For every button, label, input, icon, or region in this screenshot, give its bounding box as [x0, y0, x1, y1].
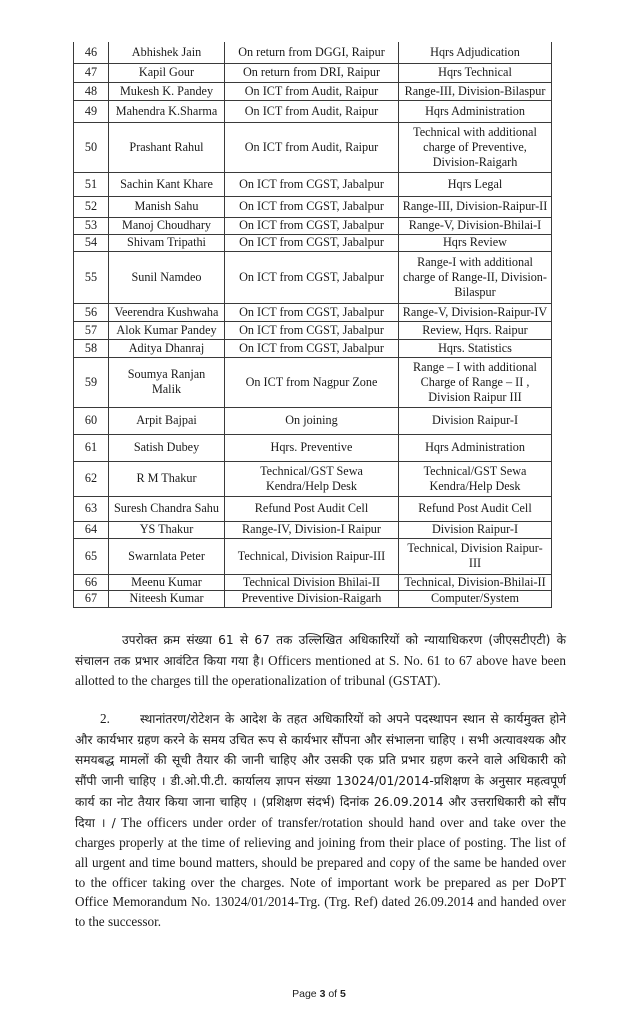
table-row	[74, 42, 552, 63]
posted-to-cell: Hqrs Administration	[399, 100, 552, 122]
posted-to-cell: Range-V, Division-Bhilai-I	[399, 217, 552, 234]
posted-from-cell: On return from DRI, Raipur	[225, 63, 399, 82]
posted-from-cell: Preventive Division-Raigarh	[225, 590, 399, 607]
table-row	[74, 82, 552, 100]
page-of-label: of	[325, 988, 341, 1000]
table-row	[74, 303, 552, 321]
serial-number-cell: 57	[74, 321, 109, 339]
officer-name-cell: Soumya Ranjan Malik	[109, 357, 225, 407]
officer-name-cell: Shivam Tripathi	[109, 234, 225, 251]
table-row	[74, 496, 552, 521]
total-page-count: 5	[340, 988, 346, 1000]
officer-name-cell: Meenu Kumar	[109, 574, 225, 590]
serial-number-cell: 62	[74, 461, 109, 496]
serial-number-cell: 50	[74, 122, 109, 172]
officer-name-cell: Aditya Dhanraj	[109, 339, 225, 357]
serial-number-cell: 65	[74, 538, 109, 574]
table-row	[74, 521, 552, 538]
serial-number-cell: 64	[74, 521, 109, 538]
serial-number-cell: 51	[74, 172, 109, 196]
paragraph-english-text: The officers under order of transfer/rotation should hand over and take over the charges properly at the time of relieving and joining from their place of posting. The list of all urgent and time bound matters, should be prepared and copy of the same be handed over to the officer taking over the charges. Note of important work be prepared as per DoPT Office Memorandum No. 13024/01/2014-Trg. (Trg. Ref) dated 26.09.2014 and handed over to the successor.	[75, 814, 567, 930]
serial-number-cell: 66	[74, 574, 109, 590]
table-row	[74, 251, 552, 303]
table-row	[74, 172, 552, 196]
officer-name-cell: Alok Kumar Pandey	[109, 321, 225, 339]
officer-name-cell: Arpit Bajpai	[109, 407, 225, 434]
officer-name-cell: YS Thakur	[109, 521, 225, 538]
posted-to-cell: Hqrs Technical	[399, 63, 552, 82]
page-label: Page	[292, 988, 320, 1000]
posted-from-cell: Hqrs. Preventive	[225, 434, 399, 461]
postings-table	[73, 42, 552, 608]
officer-name-cell: Sunil Namdeo	[109, 251, 225, 303]
serial-number-cell: 67	[74, 590, 109, 607]
table-row	[74, 574, 552, 590]
table-row	[74, 339, 552, 357]
serial-number-cell: 55	[74, 251, 109, 303]
posted-from-cell: On ICT from CGST, Jabalpur	[225, 303, 399, 321]
posted-from-cell: Technical/GST Sewa Kendra/Help Desk	[225, 461, 399, 496]
paragraph-hindi-text: उपरोक्त क्रम संख्या 61 से 67 तक उल्लिखित अधिकारियों को न्यायाधिकरण (जीएसटीएटी) के संचालन तक प्रभार आवंटित किया गया है।	[75, 633, 566, 668]
officer-name-cell: Prashant Rahul	[109, 122, 225, 172]
serial-number-cell: 58	[74, 339, 109, 357]
posted-from-cell: On ICT from CGST, Jabalpur	[225, 321, 399, 339]
page-number-footer	[0, 988, 638, 1000]
posted-from-cell: On ICT from CGST, Jabalpur	[225, 339, 399, 357]
table-row	[74, 122, 552, 172]
paragraph-number: 2.	[100, 711, 110, 726]
posted-from-cell: On ICT from Audit, Raipur	[225, 100, 399, 122]
posted-to-cell: Technical/GST Sewa Kendra/Help Desk	[399, 461, 552, 496]
posted-from-cell: On ICT from Audit, Raipur	[225, 122, 399, 172]
posted-from-cell: On return from DGGI, Raipur	[225, 42, 399, 63]
serial-number-cell: 47	[74, 63, 109, 82]
paragraph-hindi-text: स्थानांतरण/रोटेशन के आदेश के तहत अधिकारियों को अपने पदस्थापन स्थान से कार्यमुक्त होने और कार्यभार ग्रहण करने के समय उचित रूप से कार्यभार सौंपना और संभालना चाहिए । सभी अत्यावश्यक और समयबद्ध मामलों की सूची तैयार की जानी चाहिए और उसकी एक प्रति प्रभार ग्रहण करने वाले अधिकारी को सौंपी जानी चाहिए । डी.ओ.पी.टी. कार्यालय ज्ञापन संख्या 13024/01/2014-प्रशिक्षण के अनुसार महत्वपूर्ण कार्य का नोट तैयार किया जाना चाहिए । (प्रशिक्षण संदर्भ) दिनांक 26.09.2014 और उत्तराधिकारी को सौंप दिया । /	[75, 712, 566, 830]
posted-to-cell: Refund Post Audit Cell	[399, 496, 552, 521]
serial-number-cell: 53	[74, 217, 109, 234]
posted-from-cell: Technical Division Bhilai-II	[225, 574, 399, 590]
table-row	[74, 217, 552, 234]
officer-name-cell: Manoj Choudhary	[109, 217, 225, 234]
posted-to-cell: Range – I with additional Charge of Range – II , Division Raipur III	[399, 357, 552, 407]
postings-table-body	[74, 42, 552, 607]
table-row	[74, 434, 552, 461]
officer-name-cell: Kapil Gour	[109, 63, 225, 82]
posted-from-cell: Technical, Division Raipur-III	[225, 538, 399, 574]
posted-from-cell: On ICT from CGST, Jabalpur	[225, 196, 399, 217]
posted-to-cell: Range-III, Division-Bilaspur	[399, 82, 552, 100]
table-row	[74, 407, 552, 434]
table-row	[74, 357, 552, 407]
posted-from-cell: On joining	[225, 407, 399, 434]
posted-to-cell: Technical, Division Raipur-III	[399, 538, 552, 574]
serial-number-cell: 60	[74, 407, 109, 434]
posted-to-cell: Computer/System	[399, 590, 552, 607]
table-row	[74, 461, 552, 496]
posted-to-cell: Hqrs Administration	[399, 434, 552, 461]
officer-name-cell: Mahendra K.Sharma	[109, 100, 225, 122]
paragraph-gstat-allotment	[75, 630, 566, 691]
table-row	[74, 321, 552, 339]
officer-name-cell: Sachin Kant Khare	[109, 172, 225, 196]
posted-to-cell: Division Raipur-I	[399, 521, 552, 538]
officer-name-cell: Abhishek Jain	[109, 42, 225, 63]
current-page-number: 3	[319, 988, 326, 1000]
posted-to-cell: Hqrs Review	[399, 234, 552, 251]
serial-number-cell: 61	[74, 434, 109, 461]
officer-name-cell: R M Thakur	[109, 461, 225, 496]
posted-to-cell: Review, Hqrs. Raipur	[399, 321, 552, 339]
officer-name-cell: Mukesh K. Pandey	[109, 82, 225, 100]
posted-to-cell: Range-V, Division-Raipur-IV	[399, 303, 552, 321]
table-row	[74, 100, 552, 122]
serial-number-cell: 49	[74, 100, 109, 122]
posted-from-cell: Refund Post Audit Cell	[225, 496, 399, 521]
officer-name-cell: Niteesh Kumar	[109, 590, 225, 607]
table-row	[74, 590, 552, 607]
table-row	[74, 63, 552, 82]
posted-from-cell: Range-IV, Division-I Raipur	[225, 521, 399, 538]
paragraph-english-text: Officers mentioned at S. No. 61 to 67 above have been allotted to the charges till the operationalization of tribunal (GSTAT).	[75, 652, 566, 689]
officer-name-cell: Veerendra Kushwaha	[109, 303, 225, 321]
posted-to-cell: Range-III, Division-Raipur-II	[399, 196, 552, 217]
serial-number-cell: 46	[74, 42, 109, 63]
officer-name-cell: Swarnlata Peter	[109, 538, 225, 574]
table-row	[74, 196, 552, 217]
serial-number-cell: 54	[74, 234, 109, 251]
paragraph-handover-instructions	[75, 709, 566, 932]
officer-name-cell: Suresh Chandra Sahu	[109, 496, 225, 521]
posted-from-cell: On ICT from CGST, Jabalpur	[225, 234, 399, 251]
posted-to-cell: Hqrs Legal	[399, 172, 552, 196]
posted-from-cell: On ICT from CGST, Jabalpur	[225, 217, 399, 234]
posted-to-cell: Hqrs Adjudication	[399, 42, 552, 63]
posted-from-cell: On ICT from CGST, Jabalpur	[225, 172, 399, 196]
serial-number-cell: 63	[74, 496, 109, 521]
table-row	[74, 234, 552, 251]
posted-to-cell: Division Raipur-I	[399, 407, 552, 434]
serial-number-cell: 59	[74, 357, 109, 407]
officer-name-cell: Manish Sahu	[109, 196, 225, 217]
serial-number-cell: 56	[74, 303, 109, 321]
table-row	[74, 538, 552, 574]
posted-to-cell: Hqrs. Statistics	[399, 339, 552, 357]
posted-from-cell: On ICT from Audit, Raipur	[225, 82, 399, 100]
posted-from-cell: On ICT from CGST, Jabalpur	[225, 251, 399, 303]
officer-name-cell: Satish Dubey	[109, 434, 225, 461]
serial-number-cell: 48	[74, 82, 109, 100]
posted-from-cell: On ICT from Nagpur Zone	[225, 357, 399, 407]
serial-number-cell: 52	[74, 196, 109, 217]
posted-to-cell: Range-I with additional charge of Range-II, Division-Bilaspur	[399, 251, 552, 303]
posted-to-cell: Technical with additional charge of Preventive, Division-Raigarh	[399, 122, 552, 172]
posted-to-cell: Technical, Division-Bhilai-II	[399, 574, 552, 590]
